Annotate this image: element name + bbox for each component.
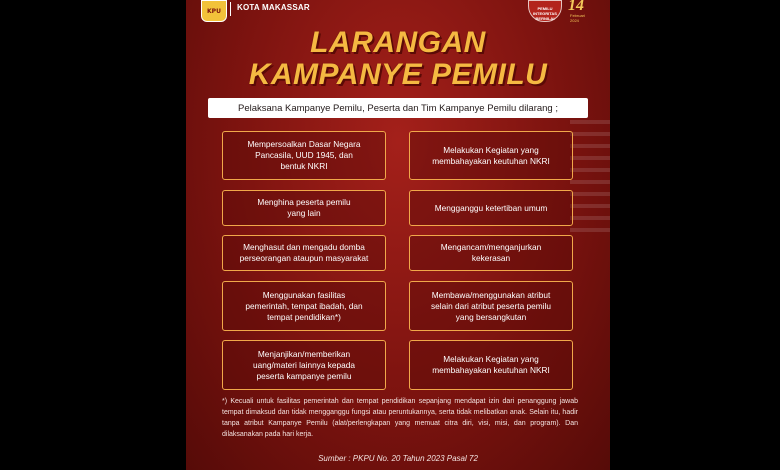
title-line-1: LARANGAN: [310, 26, 486, 59]
decorative-stripes: [570, 120, 610, 260]
prohibition-item: Menghina peserta pemilu yang lain: [222, 190, 386, 226]
election-date-day: 14: [568, 0, 584, 14]
title-line-2: KAMPANYE PEMILU: [248, 58, 548, 91]
election-date-month: Februari 2024: [570, 13, 585, 23]
header-divider: [230, 2, 231, 16]
prohibition-item: Mengancam/menganjurkan kekerasan: [409, 235, 573, 271]
header-bar: [186, 0, 610, 22]
prohibition-item: Menjanjikan/memberikan uang/materi lainnya kepada peserta kampanye pemilu: [222, 340, 386, 390]
prohibition-item: Mengganggu ketertiban umum: [409, 190, 573, 226]
poster: [186, 0, 610, 470]
source-citation: Sumber : PKPU No. 20 Tahun 2023 Pasal 72: [318, 454, 478, 463]
subtitle-text: Pelaksana Kampanye Pemilu, Peserta dan Tim Kampanye Pemilu dilarang ;: [237, 102, 558, 114]
integrity-badge: [528, 0, 562, 22]
kpu-logo-text: KPU: [207, 7, 221, 15]
integrity-badge-text: PEMILU INTEGRITAS BERNILAI: [533, 6, 557, 21]
subtitle-box: [208, 98, 588, 118]
prohibition-item: Menggunakan fasilitas pemerintah, tempat ibadah, dan tempat pendidikan*): [222, 281, 386, 331]
city-label: KOTA MAKASSAR: [237, 3, 310, 12]
footnote: *) Kecuali untuk fasilitas pemerintah dan tempat pendidikan sepanjang mendapat izin dari penanggung jawab tempat dimaksud dan tidak mengganggu fungsi atau peruntukannya, serta tidak melibatkan anak. Selain itu, hadir tanpa atribut Kampanye Pemilu (alat/perlengkapan yang memuat citra diri, visi, misi, dan program). Dan dilaksanakan pada hari kerja.: [222, 398, 578, 438]
election-date-badge: [568, 0, 594, 23]
kpu-logo: [201, 0, 227, 22]
prohibition-item: Melakukan Kegiatan yang membahayakan keutuhan NKRI: [409, 340, 573, 390]
prohibition-item: Menghasut dan mengadu domba perseorangan ataupun masyarakat: [222, 235, 386, 271]
prohibition-item: Membawa/menggunakan atribut selain dari atribut peserta pemilu yang bersangkutan: [409, 281, 573, 331]
prohibition-item: Mempersoalkan Dasar Negara Pancasila, UUD 1945, dan bentuk NKRI: [222, 131, 386, 180]
prohibition-item: Melakukan Kegiatan yang membahayakan keutuhan NKRI: [409, 131, 573, 180]
